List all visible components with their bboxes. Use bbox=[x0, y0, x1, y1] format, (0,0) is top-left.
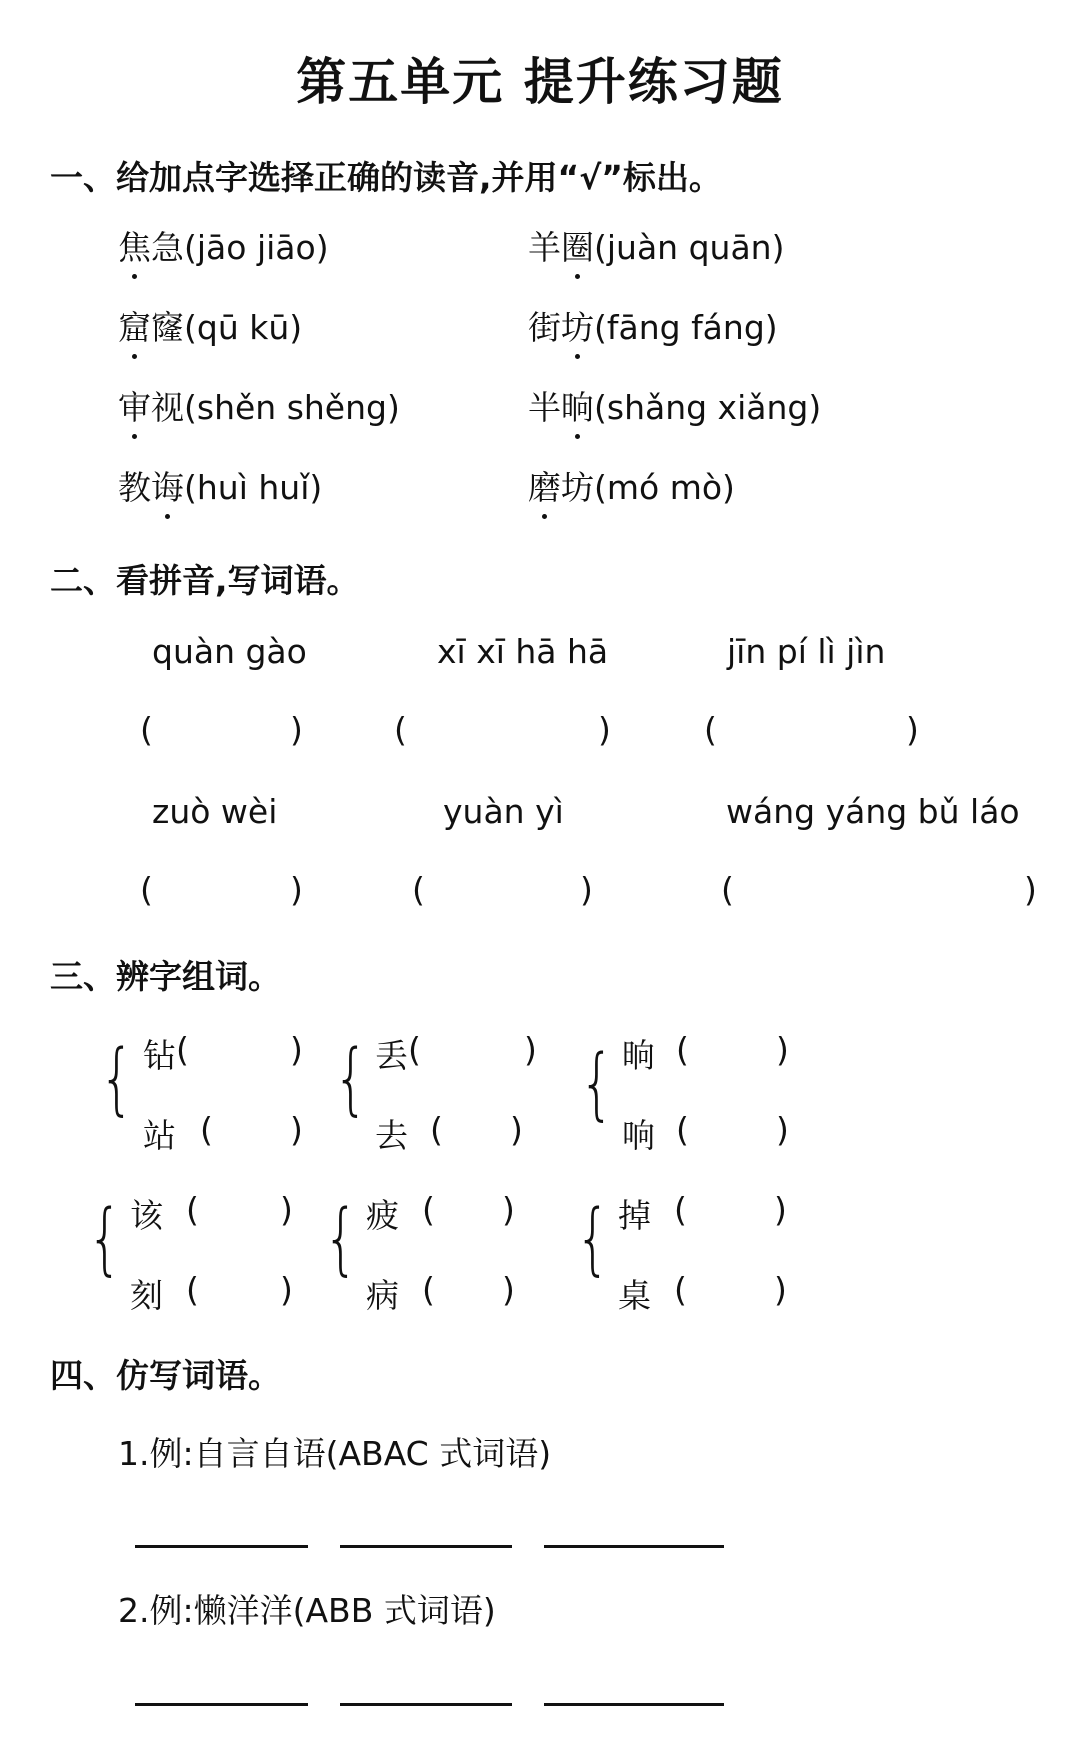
reading-item bbox=[118, 302, 302, 349]
answer-blank-right-paren[interactable]: ) bbox=[280, 1190, 293, 1229]
char-option: 刻 bbox=[130, 1276, 163, 1315]
answer-blank-right-paren[interactable]: ) bbox=[502, 1270, 515, 1309]
answer-blank-left-paren[interactable]: ( bbox=[186, 1270, 199, 1309]
reading-item bbox=[118, 382, 400, 429]
pinyin-prompt: yuàn yì bbox=[443, 792, 564, 831]
pinyin-options[interactable]: (juàn quān) bbox=[594, 228, 785, 267]
pinyin-options[interactable]: (jāo jiāo) bbox=[184, 228, 329, 267]
answer-blank-right-paren[interactable]: ) bbox=[774, 1270, 787, 1309]
char-option: 掉 bbox=[618, 1196, 651, 1235]
answer-blank-left-paren[interactable]: ( bbox=[176, 1030, 189, 1069]
char-option: 病 bbox=[366, 1276, 399, 1315]
answer-blank-right-paren[interactable]: ) bbox=[290, 1110, 303, 1149]
answer-blank-left-paren[interactable]: ( bbox=[200, 1110, 213, 1149]
answer-blank-right-paren[interactable]: ) bbox=[510, 1110, 523, 1149]
answer-blank-left-paren[interactable]: ( bbox=[140, 870, 153, 909]
pinyin-options[interactable]: (shěn shěng) bbox=[184, 388, 400, 427]
char-option: 桌 bbox=[618, 1276, 651, 1315]
page-title: 第五单元 提升练习题 bbox=[296, 53, 784, 111]
item-prefix: 羊 bbox=[528, 228, 561, 267]
char-option: 该 bbox=[130, 1196, 163, 1235]
pinyin-prompt: jīn pí lì jìn bbox=[727, 632, 886, 671]
pinyin-prompt: wáng yáng bǔ láo bbox=[726, 792, 1020, 831]
char-option: 丢 bbox=[375, 1036, 408, 1075]
answer-blank-right-paren[interactable]: ) bbox=[598, 710, 611, 749]
pinyin-prompt: quàn gào bbox=[152, 632, 307, 671]
answer-blank-right-paren[interactable]: ) bbox=[290, 1030, 303, 1069]
answer-blank-left-paren[interactable]: ( bbox=[674, 1190, 687, 1229]
answer-blank-left-paren[interactable]: ( bbox=[704, 710, 717, 749]
section-3-heading: 三、辨字组词。 bbox=[50, 957, 281, 996]
pinyin-options[interactable]: (fāng fáng) bbox=[594, 308, 778, 347]
dotted-char: 磨 bbox=[528, 462, 561, 509]
answer-blank-right-paren[interactable]: ) bbox=[290, 870, 303, 909]
char-option: 晌 bbox=[622, 1036, 655, 1075]
answer-line[interactable] bbox=[544, 1545, 724, 1548]
answer-blank-right-paren[interactable]: ) bbox=[906, 710, 919, 749]
pinyin-options[interactable]: (mó mò) bbox=[594, 468, 735, 507]
example-2: 2.例:懒洋洋(ABB 式词语) bbox=[118, 1591, 496, 1630]
left-brace: { bbox=[575, 1194, 611, 1284]
answer-blank-right-paren[interactable]: ) bbox=[580, 870, 593, 909]
pinyin-prompt: xī xī hā hā bbox=[437, 632, 609, 671]
dotted-char: 焦 bbox=[118, 222, 151, 269]
dotted-char: 窟 bbox=[118, 302, 151, 349]
answer-blank-left-paren[interactable]: ( bbox=[676, 1030, 689, 1069]
left-brace: { bbox=[87, 1194, 123, 1284]
pinyin-options[interactable]: (shǎng xiǎng) bbox=[594, 388, 822, 427]
item-prefix: 街 bbox=[528, 308, 561, 347]
reading-item bbox=[118, 462, 322, 509]
answer-line[interactable] bbox=[544, 1703, 724, 1706]
item-suffix: 急 bbox=[151, 228, 184, 267]
reading-item bbox=[118, 222, 329, 269]
dotted-char: 诲 bbox=[151, 462, 184, 509]
left-brace: { bbox=[323, 1194, 359, 1284]
answer-blank-right-paren[interactable]: ) bbox=[524, 1030, 537, 1069]
pinyin-options[interactable]: (qū kū) bbox=[184, 308, 303, 347]
char-option: 钻 bbox=[143, 1036, 176, 1075]
answer-blank-right-paren[interactable]: ) bbox=[290, 710, 303, 749]
answer-blank-left-paren[interactable]: ( bbox=[674, 1270, 687, 1309]
left-brace: { bbox=[579, 1039, 615, 1129]
item-suffix: 坊 bbox=[561, 468, 594, 507]
char-option: 站 bbox=[143, 1116, 176, 1155]
answer-blank-left-paren[interactable]: ( bbox=[140, 710, 153, 749]
answer-line[interactable] bbox=[340, 1545, 512, 1548]
char-option: 去 bbox=[375, 1116, 408, 1155]
pinyin-prompt: zuò wèi bbox=[152, 792, 278, 831]
answer-line[interactable] bbox=[340, 1703, 512, 1706]
answer-blank-left-paren[interactable]: ( bbox=[408, 1030, 421, 1069]
item-suffix: 窿 bbox=[151, 308, 184, 347]
answer-blank-right-paren[interactable]: ) bbox=[776, 1110, 789, 1149]
answer-blank-right-paren[interactable]: ) bbox=[774, 1190, 787, 1229]
reading-item bbox=[528, 222, 784, 269]
answer-line[interactable] bbox=[135, 1545, 308, 1548]
answer-blank-left-paren[interactable]: ( bbox=[676, 1110, 689, 1149]
reading-item bbox=[528, 382, 821, 429]
reading-item bbox=[528, 462, 735, 509]
pinyin-options[interactable]: (huì huǐ) bbox=[184, 468, 323, 507]
answer-blank-left-paren[interactable]: ( bbox=[422, 1190, 435, 1229]
item-prefix: 半 bbox=[528, 388, 561, 427]
left-brace: { bbox=[333, 1034, 369, 1124]
answer-blank-left-paren[interactable]: ( bbox=[422, 1270, 435, 1309]
dotted-char: 审 bbox=[118, 382, 151, 429]
section-4-heading: 四、仿写词语。 bbox=[50, 1356, 281, 1395]
answer-blank-right-paren[interactable]: ) bbox=[1024, 870, 1037, 909]
dotted-char: 晌 bbox=[561, 382, 594, 429]
answer-blank-left-paren[interactable]: ( bbox=[430, 1110, 443, 1149]
item-prefix: 教 bbox=[118, 468, 151, 507]
answer-blank-left-paren[interactable]: ( bbox=[394, 710, 407, 749]
char-option: 疲 bbox=[366, 1196, 399, 1235]
dotted-char: 圈 bbox=[561, 222, 594, 269]
answer-blank-left-paren[interactable]: ( bbox=[412, 870, 425, 909]
char-option: 响 bbox=[622, 1116, 655, 1155]
left-brace: { bbox=[99, 1034, 135, 1124]
section-2-heading: 二、看拼音,写词语。 bbox=[50, 561, 360, 600]
answer-blank-right-paren[interactable]: ) bbox=[502, 1190, 515, 1229]
answer-blank-right-paren[interactable]: ) bbox=[776, 1030, 789, 1069]
answer-blank-right-paren[interactable]: ) bbox=[280, 1270, 293, 1309]
item-suffix: 视 bbox=[151, 388, 184, 427]
example-1: 1.例:自言自语(ABAC 式词语) bbox=[118, 1434, 552, 1473]
reading-item bbox=[528, 302, 778, 349]
section-1-heading: 一、给加点字选择正确的读音,并用“√”标出。 bbox=[50, 158, 722, 197]
answer-line[interactable] bbox=[135, 1703, 308, 1706]
dotted-char: 坊 bbox=[561, 302, 594, 349]
answer-blank-left-paren[interactable]: ( bbox=[721, 870, 734, 909]
answer-blank-left-paren[interactable]: ( bbox=[186, 1190, 199, 1229]
